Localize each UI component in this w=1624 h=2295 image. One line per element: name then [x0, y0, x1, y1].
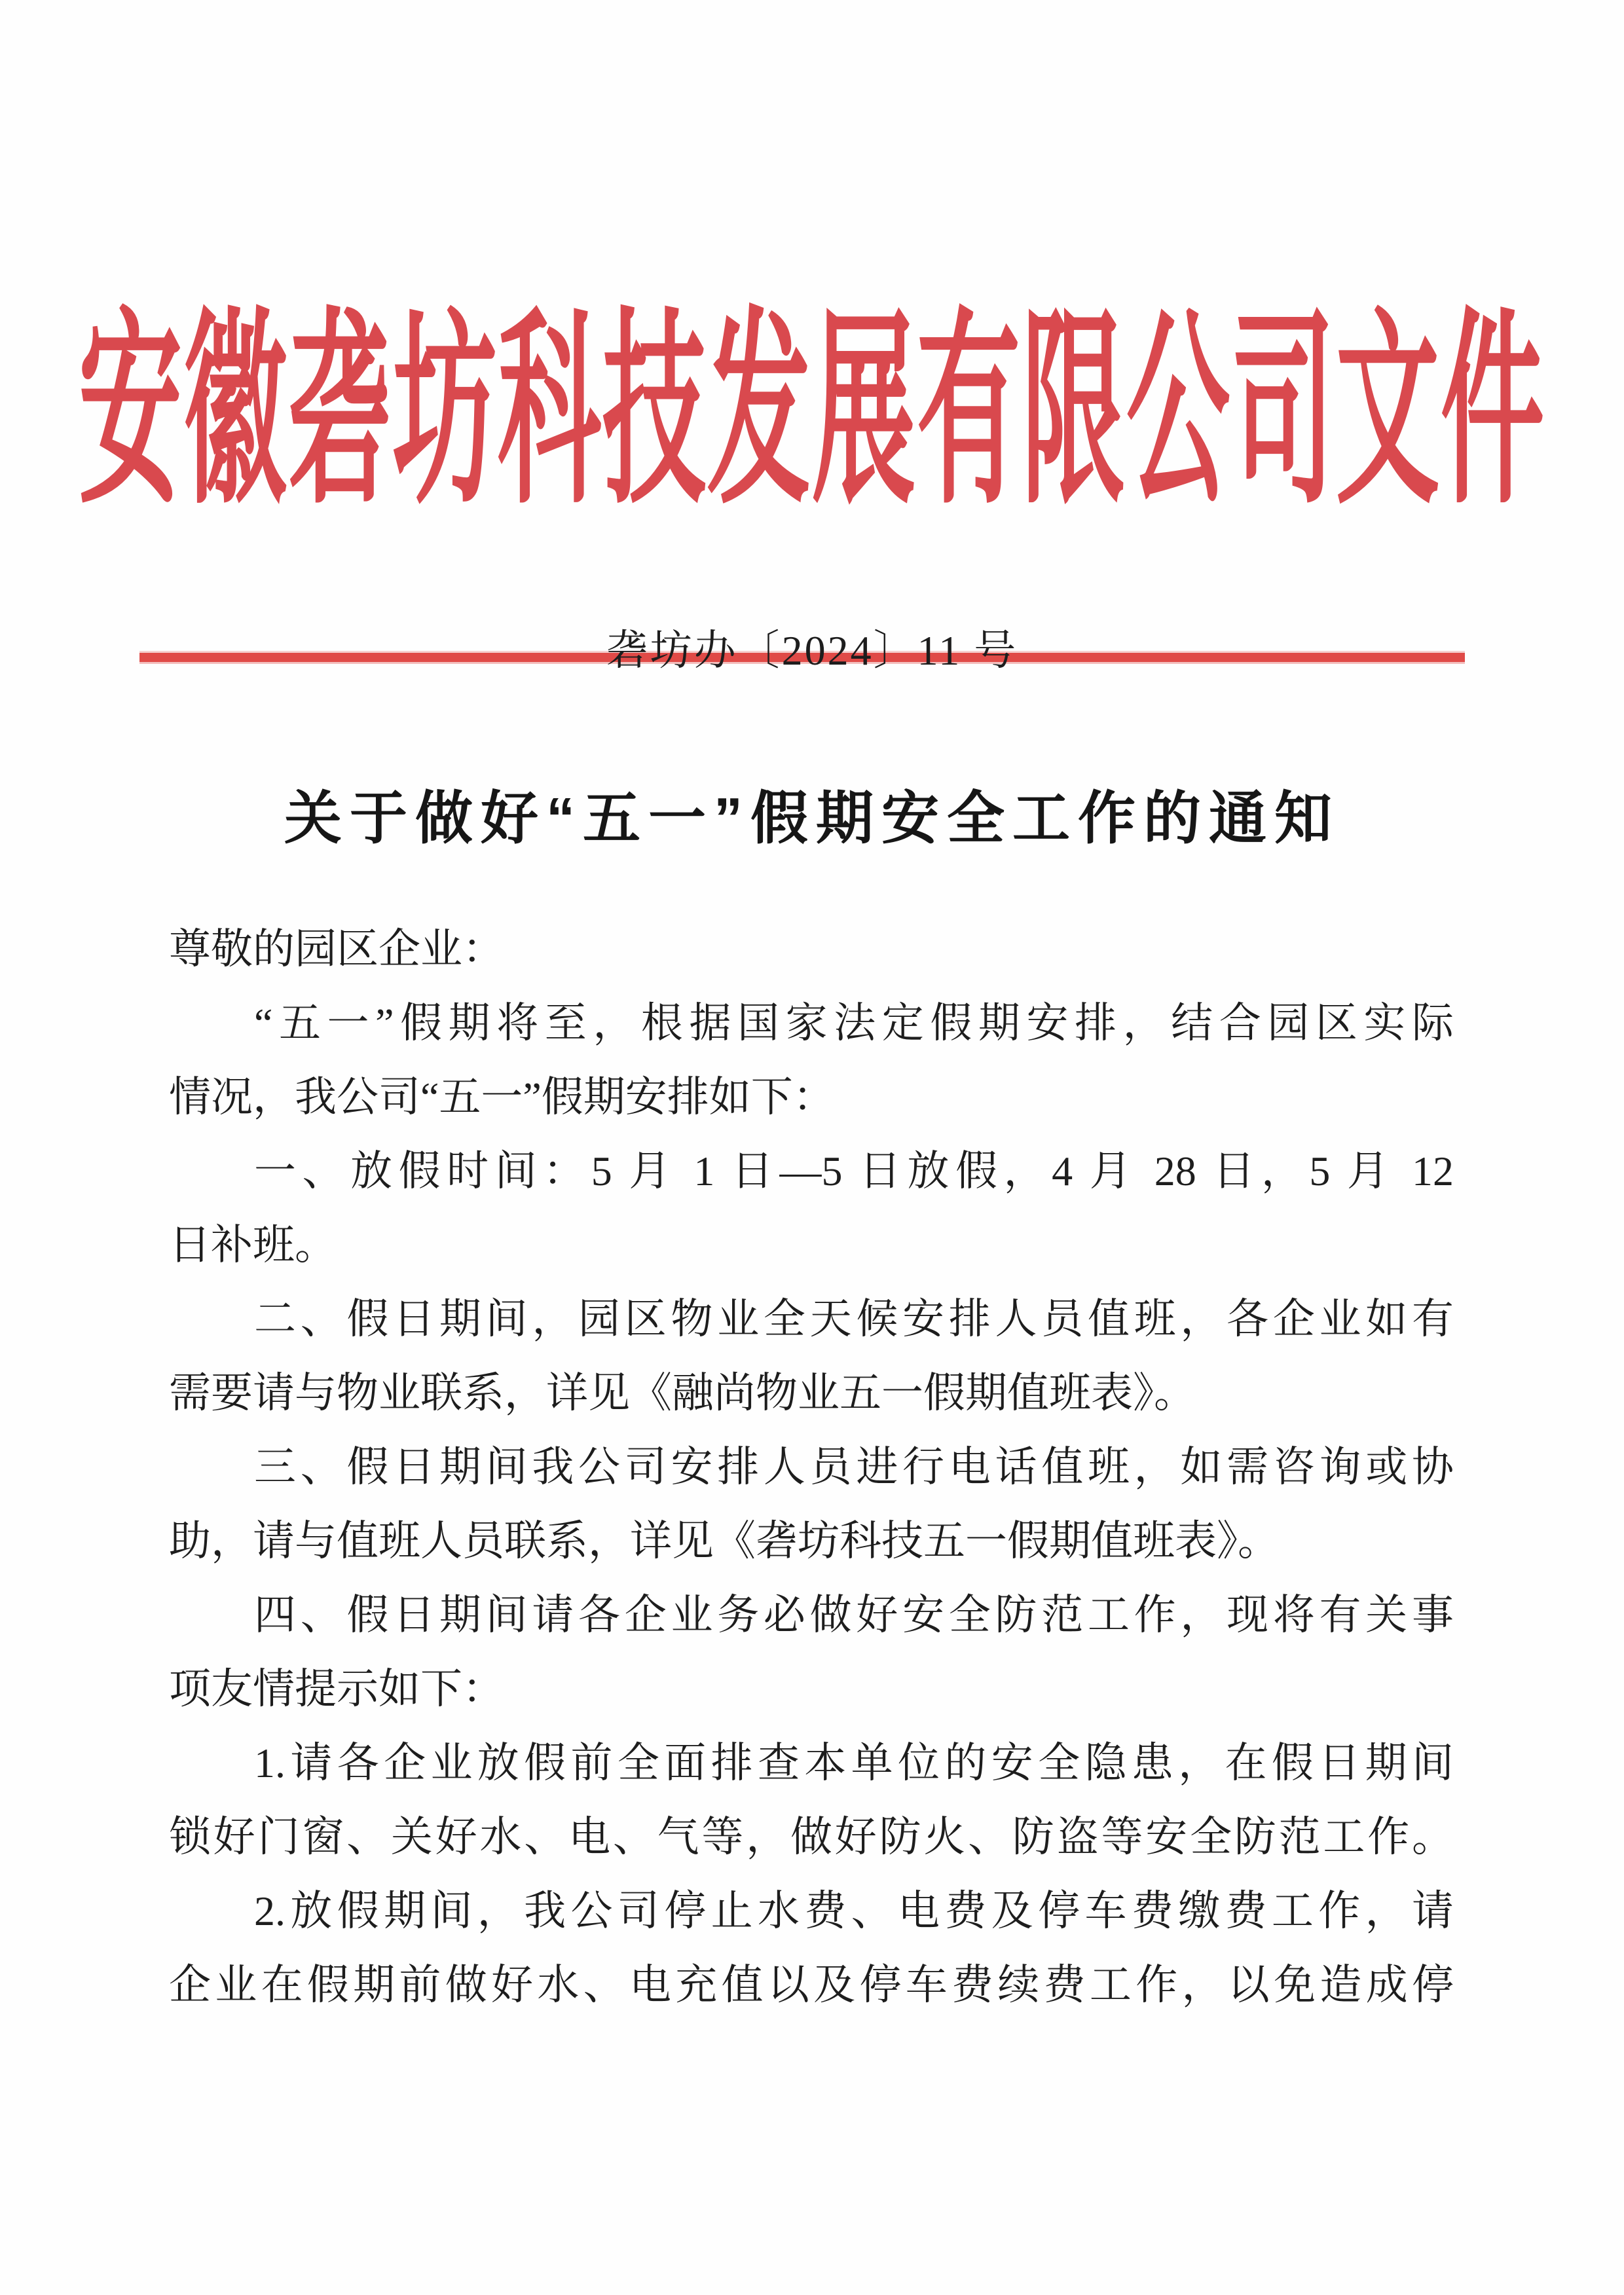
- body-line: 1.请各企业放假前全面排查本单位的安全隐患，在假日期间: [254, 1740, 1454, 1786]
- body-line: 企业在假期前做好水、电充值以及停车费续费工作，以免造成停: [169, 1962, 1454, 2008]
- paragraph-salutation: [169, 912, 1454, 986]
- letterhead-company-title: 安徽砻坊科技发展有限公司文件: [79, 297, 1545, 530]
- notice-title: 关于做好“五一”假期安全工作的通知: [284, 786, 1340, 851]
- paragraph-item-3: [169, 1430, 1454, 1578]
- body-line: 四、假日期间请各企业务必做好安全防范工作，现将有关事: [254, 1592, 1454, 1638]
- paragraph-item-2: [169, 1282, 1454, 1430]
- doc-number: 砻坊办〔2024〕11 号: [606, 627, 1018, 674]
- paragraph-item-1: [169, 1134, 1454, 1282]
- body-line: 日补班。: [169, 1222, 337, 1268]
- notice-body: [169, 912, 1454, 2022]
- body-line: 一、放假时间：5 月 1 日—5 日放假，4 月 28 日，5 月 12: [254, 1148, 1454, 1194]
- body-line: 三、假日期间我公司安排人员进行电话值班，如需咨询或协: [254, 1444, 1454, 1490]
- body-line: 项友情提示如下：: [169, 1666, 504, 1712]
- body-line: 2.放假期间，我公司停止水费、电费及停车费缴费工作，请: [254, 1888, 1454, 1934]
- body-line: 情况，我公司“五一”假期安排如下：: [169, 1074, 835, 1120]
- body-line: 需要请与物业联系，详见《融尚物业五一假期值班表》。: [169, 1370, 1196, 1416]
- paragraph-item-4: [169, 1578, 1454, 1726]
- paragraph-intro: [169, 986, 1454, 1134]
- paragraph-tip-1: [169, 1726, 1454, 1874]
- body-line: 锁好门窗、关好水、电、气等，做好防火、防盗等安全防范工作。: [169, 1814, 1454, 1860]
- body-line: 助，请与值班人员联系，详见《砻坊科技五一假期值班表》。: [169, 1518, 1280, 1564]
- body-line: 尊敬的园区企业：: [169, 926, 504, 972]
- paragraph-tip-2: [169, 1874, 1454, 2022]
- body-line: “五一”假期将至，根据国家法定假期安排，结合园区实际: [254, 1000, 1454, 1046]
- body-line: 二、假日期间，园区物业全天候安排人员值班，各企业如有: [254, 1296, 1454, 1342]
